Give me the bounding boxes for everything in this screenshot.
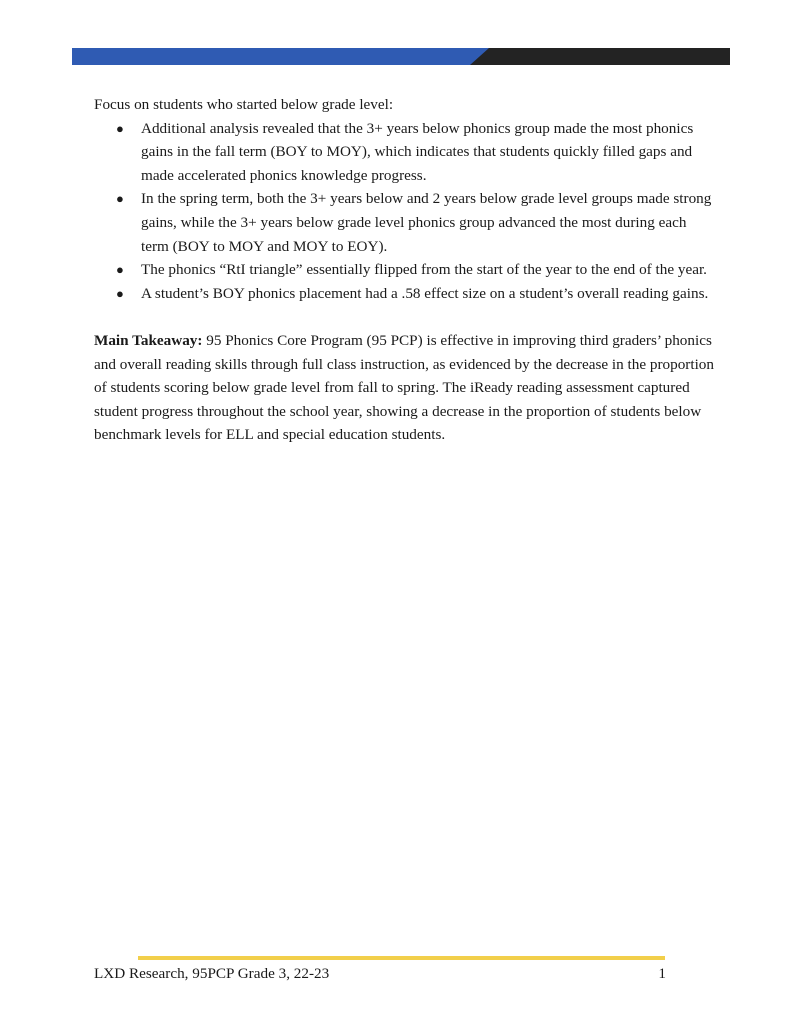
document-body [94,93,714,447]
bullet-icon: ● [116,191,124,207]
list-item [94,282,714,306]
bullet-icon: ● [116,262,124,278]
bullet-icon: ● [116,120,124,136]
page-number: 1 [658,965,666,982]
header-accent-bar [72,48,730,65]
takeaway-text: 95 Phonics Core Program (95 PCP) is effective in improving third graders’ phonics and overall reading skills through full class instruction, as evidenced by the decrease in the proportion of students scoring below grade level from fall to spring. The iReady reading assessment captured student progress throughout the school year, showing a decrease in the proportion of students below benchmark levels for ELL and special education students. [94,331,714,444]
list-item-text: A student’s BOY phonics placement had a .58 effect size on a student’s overall reading gains. [141,284,709,302]
list-item [94,187,714,258]
list-item-text: Additional analysis revealed that the 3+ years below phonics group made the most phonics gains in the fall term (BOY to MOY), which indicates that students quickly filled gaps and made accelerated phonics knowledge progress. [141,119,694,184]
takeaway-label: Main Takeaway: [94,331,203,349]
section-intro: Focus on students who started below grade level: [94,96,394,113]
list-item-text: The phonics “RtI triangle” essentially flipped from the start of the year to the end of the year. [141,261,707,279]
footer-divider [138,956,665,960]
footer-source: LXD Research, 95PCP Grade 3, 22-23 [94,965,330,982]
header-bar-dark-segment [470,48,730,65]
list-item [94,258,714,282]
list-item-text: In the spring term, both the 3+ years below and 2 years below grade level groups made strong gains, while the 3+ years below grade level phonics group advanced the most during each term (BOY to MOY and MOY to EOY). [141,190,712,255]
bullet-icon: ● [116,285,124,301]
list-item [94,117,714,188]
header-bar-blue-segment [72,48,489,65]
findings-list [94,117,714,306]
main-takeaway-paragraph [94,329,714,447]
